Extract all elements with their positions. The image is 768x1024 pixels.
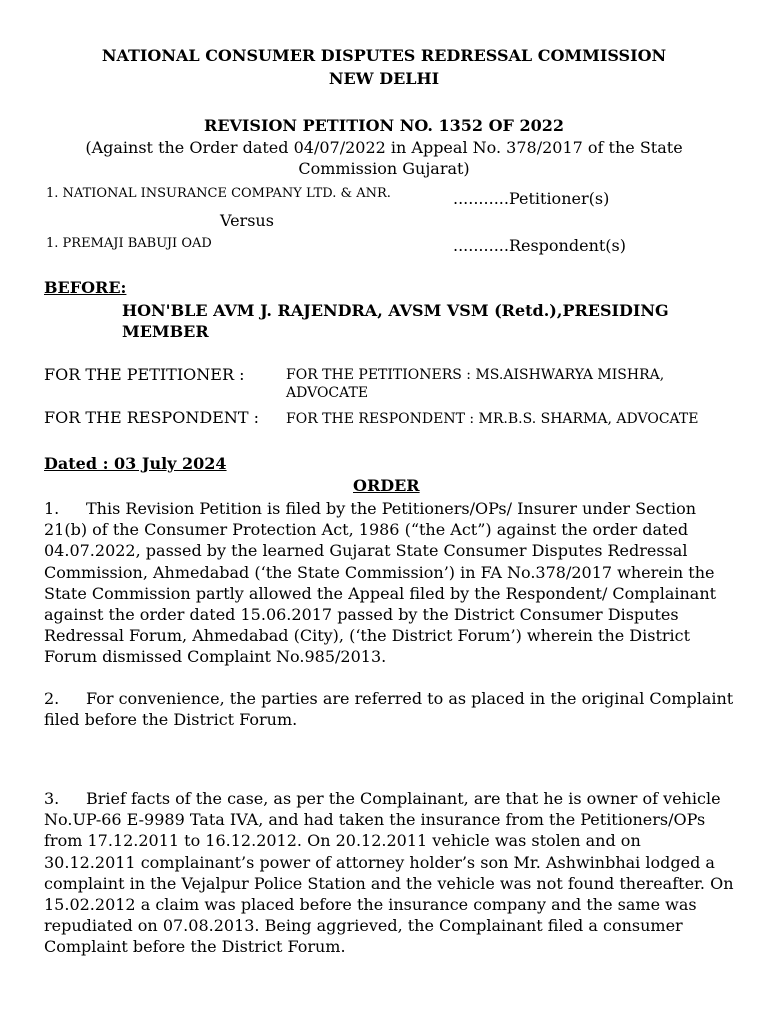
presiding-member-line-2: MEMBER bbox=[122, 322, 209, 341]
paragraph-2-number: 2. bbox=[44, 689, 60, 708]
petitioner-role: ...........Petitioner(s) bbox=[453, 189, 610, 208]
paragraph-3 bbox=[44, 788, 734, 958]
paragraph-1-number: 1. bbox=[44, 499, 60, 518]
against-order-line-1: (Against the Order dated 04/07/2022 in Appeal No. 378/2017 of the State bbox=[85, 138, 683, 157]
against-order-line-2: Commission Gujarat) bbox=[298, 159, 470, 178]
paragraph-3-number: 3. bbox=[44, 789, 60, 808]
paragraph-1-text: This Revision Petition is filed by the Petitioners/OPs/ Insurer under Section 21(b) of the Consumer Protection Act, 1986 (“the Act”) against the order dated 04.07.2022, passed by the learned Gujarat State Consumer Disputes Redressal Commission, Ahmedabad (‘the State Commission’) in FA No.378/2017 wherein the State Commission partly allowed the Appeal filed by the Respondent/ Complainant against the order dated 15.06.2017 passed by the District Consumer Disputes Redressal Forum, Ahmedabad (City), (‘the District Forum’) wherein the District Forum dismissed Complaint No.985/2013. bbox=[44, 499, 717, 667]
respondent-name: 1. PREMAJI BABUJI OAD bbox=[46, 236, 212, 251]
order-title: ORDER bbox=[353, 476, 420, 495]
commission-city: NEW DELHI bbox=[328, 69, 440, 88]
paragraph-2 bbox=[44, 688, 734, 730]
respondent-role: ...........Respondent(s) bbox=[453, 236, 626, 255]
for-petitioner-value-line-1: FOR THE PETITIONERS : MS.AISHWARYA MISHRA, bbox=[286, 367, 665, 383]
for-petitioner-label: FOR THE PETITIONER : bbox=[44, 365, 245, 384]
versus-label: Versus bbox=[220, 211, 274, 230]
paragraph-3-text: Brief facts of the case, as per the Complainant, are that he is owner of vehicle No.UP-66 E-9989 Tata IVA, and had taken the insurance from the Petitioners/OPs from 17.12.2011 to 16.12.2012. On 20.12.2011 vehicle was stolen and on 30.12.2011 complainant’s power of attorney holder’s son Mr. Ashwinbhai lodged a complaint in the Vejalpur Police Station and the vehicle was not found thereafter. On 15.02.2012 a claim was placed before the insurance company and the same was repudiated on 07.08.2013. Being aggrieved, the Complainant filed a consumer Complaint before the District Forum. bbox=[44, 789, 734, 957]
for-respondent-value: FOR THE RESPONDENT : MR.B.S. SHARMA, ADVOCATE bbox=[286, 411, 699, 427]
commission-title: NATIONAL CONSUMER DISPUTES REDRESSAL COMMISSION bbox=[101, 46, 667, 65]
order-date: Dated : 03 July 2024 bbox=[44, 454, 227, 473]
petitioner-name: 1. NATIONAL INSURANCE COMPANY LTD. & ANR. bbox=[46, 186, 391, 201]
paragraph-1 bbox=[44, 498, 734, 668]
petition-number: REVISION PETITION NO. 1352 OF 2022 bbox=[204, 116, 564, 135]
for-respondent-label: FOR THE RESPONDENT : bbox=[44, 408, 259, 427]
before-label: BEFORE: bbox=[44, 278, 127, 297]
presiding-member-line-1: HON'BLE AVM J. RAJENDRA, AVSM VSM (Retd.),PRESIDING bbox=[122, 301, 669, 320]
paragraph-2-text: For convenience, the parties are referred to as placed in the original Complaint filed before the District Forum. bbox=[44, 689, 734, 730]
for-petitioner-value-line-2: ADVOCATE bbox=[286, 385, 369, 401]
